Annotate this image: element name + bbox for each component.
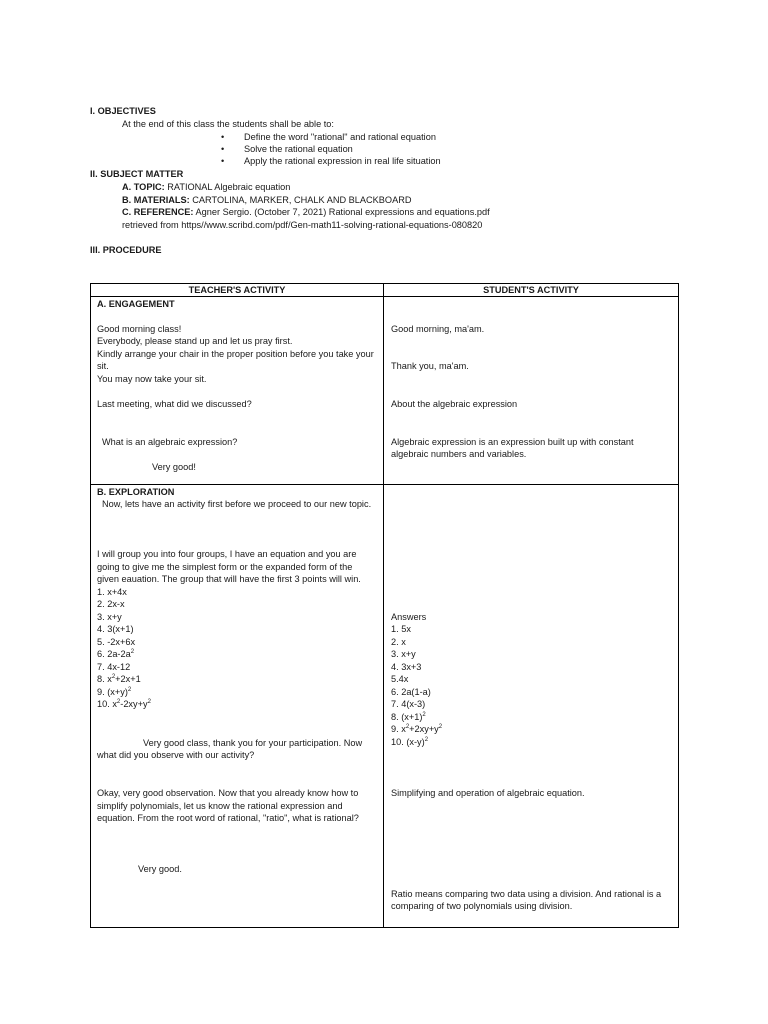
teacher-line: Very good class, thank you for your participation. Now xyxy=(143,738,363,748)
student-line: Thank you, ma'am. xyxy=(391,361,469,371)
reference-line xyxy=(122,206,490,218)
answer-item: 1. 5x xyxy=(391,624,411,634)
answer-item: 5.4x xyxy=(391,674,409,684)
teacher-line: What is an algebraic expression? xyxy=(102,437,238,447)
teacher-line: Okay, very good observation. Now that you already know how to xyxy=(97,788,359,798)
activity-item: 4. 3(x+1) xyxy=(97,624,134,634)
teacher-line: sit. xyxy=(97,361,109,371)
objectives-heading: I. OBJECTIVES xyxy=(90,106,156,116)
materials-value: CARTOLINA, MARKER, CHALK AND BLACKBOARD xyxy=(189,195,412,205)
materials-label: B. MATERIALS: xyxy=(122,195,190,205)
reference-line-2: retrieved from https//www.scribd.com/pdf/Gen-math11-solving-rational-equations-080820 xyxy=(122,220,483,230)
activity-item: 3. x+y xyxy=(97,612,122,622)
reference-value: Agner Sergio. (October 7, 2021) Rational expressions and equations.pdf xyxy=(193,207,490,217)
teacher-line: equation. From the root word of rational, "ratio", what is rational? xyxy=(97,813,359,823)
materials-line xyxy=(122,194,411,206)
teacher-line: what did you observe with our activity? xyxy=(97,750,255,760)
col-header-student: STUDENT'S ACTIVITY xyxy=(384,284,679,297)
answer-item: 2. x xyxy=(391,637,406,647)
engagement-teacher-cell xyxy=(91,297,384,485)
student-line: Simplifying and operation of algebraic equation. xyxy=(391,788,585,798)
teacher-line: Last meeting, what did we discussed? xyxy=(97,399,252,409)
activity-item: 9. $(x+y)^2$ xyxy=(97,687,132,697)
answer-item: 6. 2a(1-a) xyxy=(391,687,431,697)
engagement-row xyxy=(91,297,679,485)
table-header-row xyxy=(91,284,679,297)
engagement-heading: A. ENGAGEMENT xyxy=(97,299,175,309)
answer-item: 7. 4(x-3) xyxy=(391,699,426,709)
exploration-student-cell xyxy=(384,485,679,928)
student-line: Algebraic expression is an expression built up with constant xyxy=(391,437,634,447)
teacher-line: going to give me the simplest form or the expanded form of the xyxy=(97,562,353,572)
activity-item: 1. x+4x xyxy=(97,587,127,597)
procedure-heading: III. PROCEDURE xyxy=(90,245,162,255)
activity-item: 2. 2x-x xyxy=(97,599,125,609)
student-line: algebraic numbers and variables. xyxy=(391,449,527,459)
objective-item: • Solve the rational equation xyxy=(244,143,353,155)
student-line: Ratio means comparing two data using a division. And rational is a xyxy=(391,889,662,899)
activity-item: 8. $x^2+2x+1$ xyxy=(97,674,141,684)
objectives-intro: At the end of this class the students shall be able to: xyxy=(122,119,334,129)
teacher-line: Everybody, please stand up and let us pray first. xyxy=(97,336,293,346)
activity-item: 10. $x^2-2xy+y^2$ xyxy=(97,699,151,709)
answer-item: 8. $(x+1)^2$ xyxy=(391,712,426,722)
topic-line xyxy=(122,181,290,193)
activity-item: 7. 4x-12 xyxy=(97,662,131,672)
procedure-table xyxy=(90,283,679,928)
teacher-line: Now, lets have an activity first before we proceed to our new topic. xyxy=(102,499,372,509)
teacher-line: simplify polynomials, let us know the rational expression and xyxy=(97,801,343,811)
student-line: About the algebraic expression xyxy=(391,399,518,409)
teacher-line: You may now take your sit. xyxy=(97,374,207,384)
col-header-teacher: TEACHER'S ACTIVITY xyxy=(91,284,384,297)
teacher-line: Very good. xyxy=(138,864,182,874)
answer-item: 9. $x^2+2xy+y^2$ xyxy=(391,724,443,734)
exploration-teacher-cell xyxy=(91,485,384,928)
exploration-heading: B. EXPLORATION xyxy=(97,487,175,497)
topic-value: RATIONAL Algebraic equation xyxy=(164,182,291,192)
engagement-student-cell xyxy=(384,297,679,485)
answer-item: 10. $(x-y)^2$ xyxy=(391,737,429,747)
objective-item: • Define the word "rational" and rational equation xyxy=(244,131,436,143)
reference-label: C. REFERENCE: xyxy=(122,207,194,217)
student-line: Good morning, ma'am. xyxy=(391,324,485,334)
teacher-line: Very good! xyxy=(152,462,196,472)
teacher-line: I will group you into four groups, I have an equation and you are xyxy=(97,549,357,559)
activity-item: 6. $2a-2a^2$ xyxy=(97,649,135,659)
objective-item: • Apply the rational expression in real life situation xyxy=(244,155,441,167)
topic-label: A. TOPIC: xyxy=(122,182,165,192)
exploration-row xyxy=(91,485,679,928)
teacher-line: Good morning class! xyxy=(97,324,182,334)
teacher-line: given eauation. The group that will have the first 3 points will win. xyxy=(97,574,361,584)
activity-item: 5. -2x+6x xyxy=(97,637,136,647)
student-line: comparing of two polynomials using division. xyxy=(391,901,573,911)
answers-heading: Answers xyxy=(391,612,427,622)
subject-matter-heading: II. SUBJECT MATTER xyxy=(90,169,184,179)
answer-item: 4. 3x+3 xyxy=(391,662,422,672)
teacher-line: Kindly arrange your chair in the proper position before you take your xyxy=(97,349,374,359)
answer-item: 3. x+y xyxy=(391,649,416,659)
